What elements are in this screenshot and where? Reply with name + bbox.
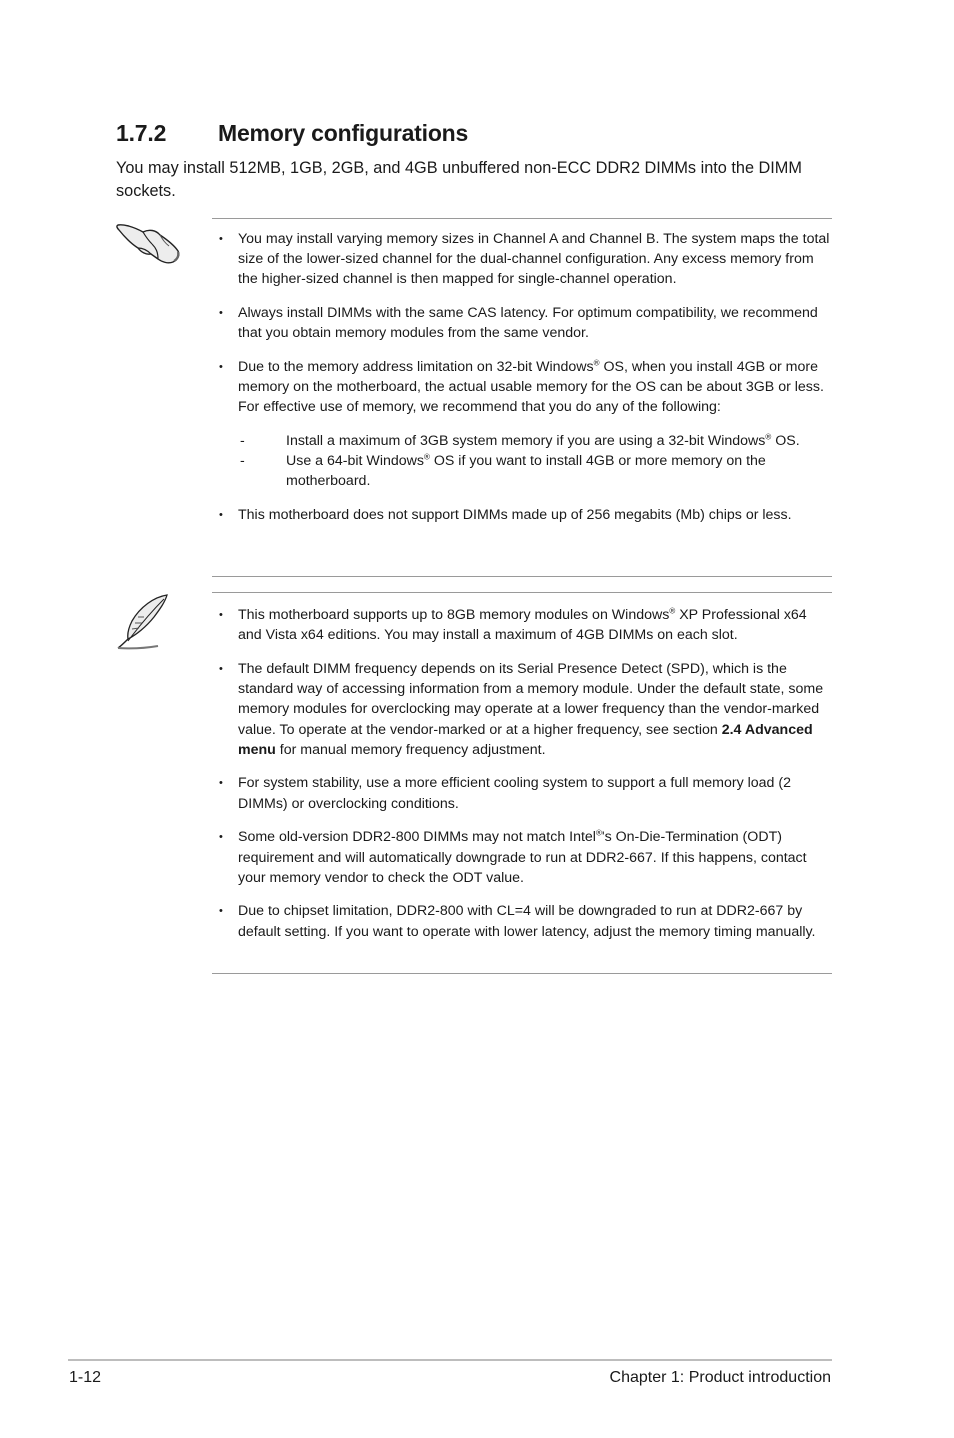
bullet: • (219, 233, 223, 245)
dash: - (240, 432, 245, 449)
list-item: • Due to the memory address limitation on 32-bit Windows® OS, when you install 4GB or more memory on the motherboard, the actual usable memory for the OS can be about 3GB or less. For effective use of memory, we recommend that you do any of the following: - Install a maximum of 3GB system memory if you are using a 32-bit Windows® OS. - Use a 64-bit Windows® OS if you want to install 4GB or more memory on the motherboard. (212, 357, 834, 491)
list-item: • Some old-version DDR2-800 DIMMs may not match Intel®'s On-Die-Termination (ODT) requirement and will automatically downgrade to run at DDR2-667. If this happens, contact your memory vendor to check the ODT value. (219, 828, 807, 886)
list-item: • Always install DIMMs with the same CAS latency. For optimum compatibility, we recommend that you obtain memory modules from the same vendor. (219, 305, 818, 342)
page-number: 1-12 (69, 1369, 102, 1386)
section-title: Memory configurations (218, 120, 469, 146)
chapter-title: Chapter 1: Product introduction (609, 1369, 831, 1386)
bullet: • (219, 905, 223, 918)
list-item: • You may install varying memory sizes in Channel A and Channel B. The system maps the total size of the lower-sized channel for the dual-channel configuration. Any excess memory from the higher-sized channel is then mapped for single-channel operation. (219, 231, 830, 288)
registered-mark: ® (669, 606, 676, 616)
notice-list (212, 229, 834, 538)
bullet: • (219, 662, 223, 675)
quill-icon (114, 593, 172, 651)
note-list (212, 605, 834, 955)
bullet: • (219, 508, 223, 521)
bullet: • (219, 777, 223, 790)
section-number: 1.7.2 (116, 120, 167, 146)
list-item: • This motherboard supports up to 8GB memory modules on Windows® XP Professional x64 and Vista x64 editions. You may install a maximum of 4GB DIMMs on each slot. (219, 606, 807, 644)
registered-mark: ® (593, 358, 600, 368)
sub-list (238, 431, 834, 492)
sub-list-item: - Install a maximum of 3GB system memory if you are using a 32-bit Windows® OS. (238, 431, 834, 451)
list-item: • The default DIMM frequency depends on its Serial Presence Detect (SPD), which is the standard way of accessing information from a memory module. Under the default state, some memory modules for overclocking may operate at a lower frequency than the vendor-marked value. To operate at the vendor-marked or at a higher frequency, see section 2.4 Advanced menu for manual memory frequency adjustment. (219, 660, 824, 758)
bullet: • (219, 361, 223, 374)
bullet: • (219, 307, 223, 320)
bullet: • (219, 831, 223, 844)
bullet: • (219, 609, 223, 621)
dash: - (240, 452, 245, 469)
sub-list-item: - Use a 64-bit Windows® OS if you want to install 4GB or more memory on the motherboard. (240, 452, 766, 490)
section-reference: 2.4 Advanced menu (238, 721, 813, 758)
list-item: • Due to chipset limitation, DDR2-800 with CL=4 will be downgraded to run at DDR2-667 by default setting. If you want to operate with lower latency, adjust the memory timing manually. (219, 903, 816, 940)
registered-mark: ® (595, 828, 602, 838)
registered-mark: ® (424, 452, 430, 462)
section-heading (116, 120, 468, 147)
registered-mark: ® (765, 431, 772, 441)
intro-paragraph: You may install 512MB, 1GB, 2GB, and 4GB unbuffered non-ECC DDR2 DIMMs into the DIMM sockets. (116, 159, 802, 200)
list-item: • This motherboard does not support DIMMs made up of 256 megabits (Mb) chips or less. (212, 505, 834, 525)
hand-icon (116, 221, 182, 265)
footer-divider (68, 1359, 832, 1361)
list-item: • For system stability, use a more efficient cooling system to support a full memory load (2 DIMMs) or overclocking conditions. (219, 775, 792, 812)
